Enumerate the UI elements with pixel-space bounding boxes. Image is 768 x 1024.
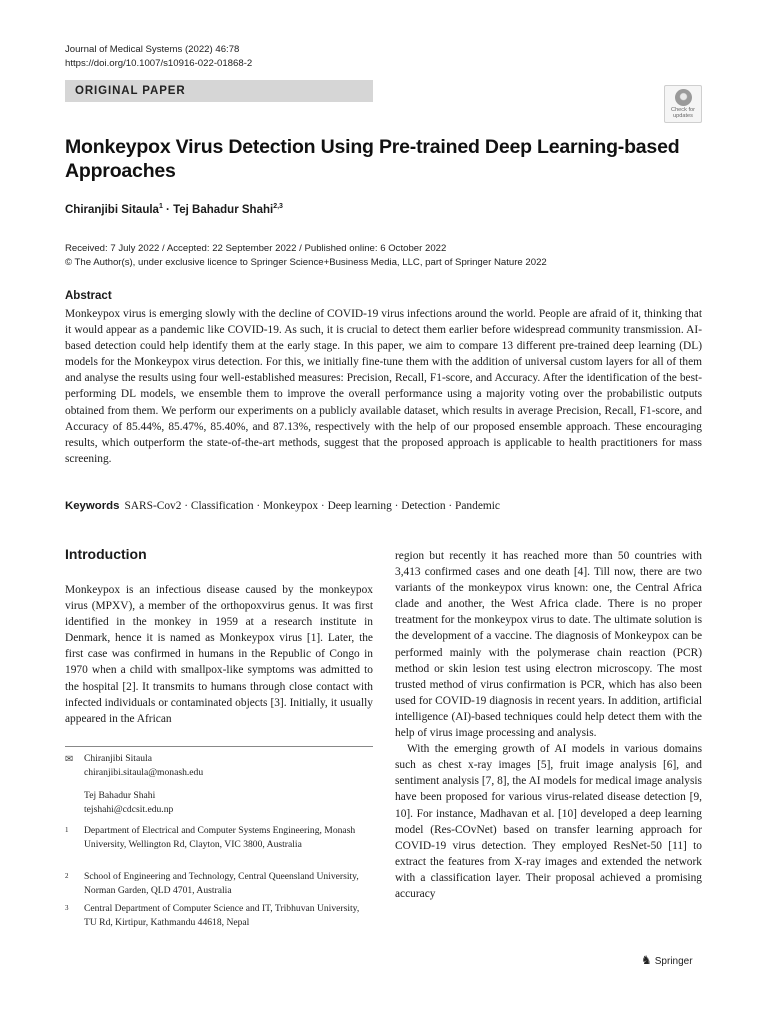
abstract-text: Monkeypox virus is emerging slowly with the decline of COVID-19 virus infections around the world. People are afraid of it, thinking that it would appear as a pandemic like COVID-19. As such, it is crucial to detect them earlier before widespread community transmission. AI-based detection could help identify them at the early stage. In this paper, we aim to compare 13 different pre-trained deep learning (DL) models for the Monkeypox virus detection. For this, we initially fine-tune them with the addition of universal custom layers for all of them and analyse the results using four well-established measures: Precision, Recall, F1-score, and Accuracy. After the identification of the best-performing DL models, we ensemble them to improve the overall performance using a majority voting over the probabilistic outputs obtained from them. We perform our experiments on a publicly available dataset, which results in average Precision, Recall, F1-score, and Accuracy of 85.44%, 85.47%, 85.40%, and 87.13%, respectively with the help of our proposed ensemble approach. These encouraging results, which outperform the state-of-the-art methods, suggest that the proposed approach is applicable to health practitioners for mass screening. <box>65 308 702 465</box>
journal-header <box>65 43 252 71</box>
paragraph: With the emerging growth of AI models in various domains such as chest x-ray images [5], fruit image analysis [6], and sentiment analysis [7, 8], the AI models for medical image analysis have been proposed for various virus-related disease detection [9, 10]. For instance, Madhavan et al. [10] developed a deep learning model (Res-COvNet) based on transfer learning approach for COVID-19 virus detection. They employed ResNet-50 [11] to extract the features from X-ray images and extended the network with a classification layer. Their proposal achieved a promising accuracy <box>395 743 702 900</box>
affiliation-text: School of Engineering and Technology, Central Queensland University, Norman Garden, QLD 4701, Australia <box>84 871 359 896</box>
copyright-line: © The Author(s), under exclusive licence to Springer Science+Business Media, LLC, part of Springer Nature 2022 <box>65 257 547 268</box>
author-name[interactable]: Tej Bahadur Shahi <box>173 203 274 216</box>
affiliation-text: Department of Electrical and Computer Systems Engineering, Monash University, Wellington Rd, Clayton, VIC 3800, Australia <box>84 825 356 850</box>
contact-name: Chiranjibi Sitaula <box>84 753 152 764</box>
article-type-badge: ORIGINAL PAPER <box>65 80 373 102</box>
springer-horse-icon: ♞ <box>641 953 652 967</box>
history-dates: Received: 7 July 2022 / Accepted: 22 September 2022 / Published online: 6 October 2022 <box>65 243 447 254</box>
contact-name: Tej Bahadur Shahi <box>84 790 156 801</box>
crossmark-icon <box>675 89 692 106</box>
crossmark-label: Check for updates <box>671 107 695 120</box>
keywords-heading: Keywords <box>65 500 120 512</box>
paper-title: Monkeypox Virus Detection Using Pre-trained Deep Learning-based Approaches <box>65 136 680 182</box>
keywords-list: SARS-Cov2 · Classification · Monkeypox · Deep learning · Detection · Pandemic <box>124 500 500 512</box>
keywords-line <box>65 500 702 512</box>
paragraph: region but recently it has reached more than 50 countries with 3,413 confirmed cases and one death [4]. Till now, there are two variants of the monkeypox virus known: one, the Central Africa clade and another, the West Africa clade. There is no proper treatment for the monkeypox virus to date. The ultimate solution is the development of a vaccine. The diagnosis of Monkeypox can be performed mainly with the polymerase chain reaction (PCR) method or skin lesion test using electron microscopy. The most trusted method of virus confirmation is PCR, which has also been used for COVID-19 diagnosis in recent years. In addition, artificial intelligence (AI)-based techniques could help detect them with the help of virus image processing and analysis. <box>395 550 702 740</box>
author-name[interactable]: Chiranjibi Sitaula <box>65 203 159 216</box>
affiliation-text: Central Department of Computer Science and IT, Tribhuvan University, TU Rd, Kirtipur, Kathmandu 44618, Nepal <box>84 903 360 928</box>
publisher-logo <box>641 953 693 967</box>
affiliation-number: 3 <box>65 904 69 912</box>
check-for-updates-button[interactable] <box>664 85 702 123</box>
introduction-right-column <box>395 548 702 902</box>
introduction-heading: Introduction <box>65 546 147 562</box>
introduction-left-column: Monkeypox is an infectious disease caused by the monkeypox virus (MPXV), a member of the orthopoxvirus genus. It was first identified in the monkey in 1959 at a research institute in Denmark, hence it is named as Monkeypox virus [1]. Later, the first case was confirmed in humans in the Republic of Congo in 1970 when a child with smallpox-like symptoms was admitted to the hospital [2]. It transmits to humans through close contact with infected individuals or contaminated objects [3]. Initially, it usually appeared in the African <box>65 584 373 725</box>
contact-email[interactable]: chiranjibi.sitaula@monash.edu <box>84 767 204 778</box>
author-separator: · <box>162 203 174 216</box>
envelope-icon: ✉ <box>65 754 74 765</box>
corresponding-authors <box>84 752 203 817</box>
abstract-heading: Abstract <box>65 290 112 302</box>
publication-dates <box>65 242 547 270</box>
affiliation-marker: 1 <box>158 203 163 210</box>
doi-link[interactable]: https://doi.org/10.1007/s10916-022-01868-2 <box>65 58 253 69</box>
contact-email[interactable]: tejshahi@cdcsit.edu.np <box>84 804 174 815</box>
journal-citation: Journal of Medical Systems (2022) 46:78 <box>65 44 240 55</box>
publisher-name: Springer <box>654 956 693 967</box>
author-list <box>65 203 283 216</box>
affiliation-number: 2 <box>65 872 69 880</box>
affiliation-marker: 2,3 <box>273 203 283 210</box>
footnote-divider <box>65 746 373 747</box>
affiliation-number: 1 <box>65 826 69 834</box>
